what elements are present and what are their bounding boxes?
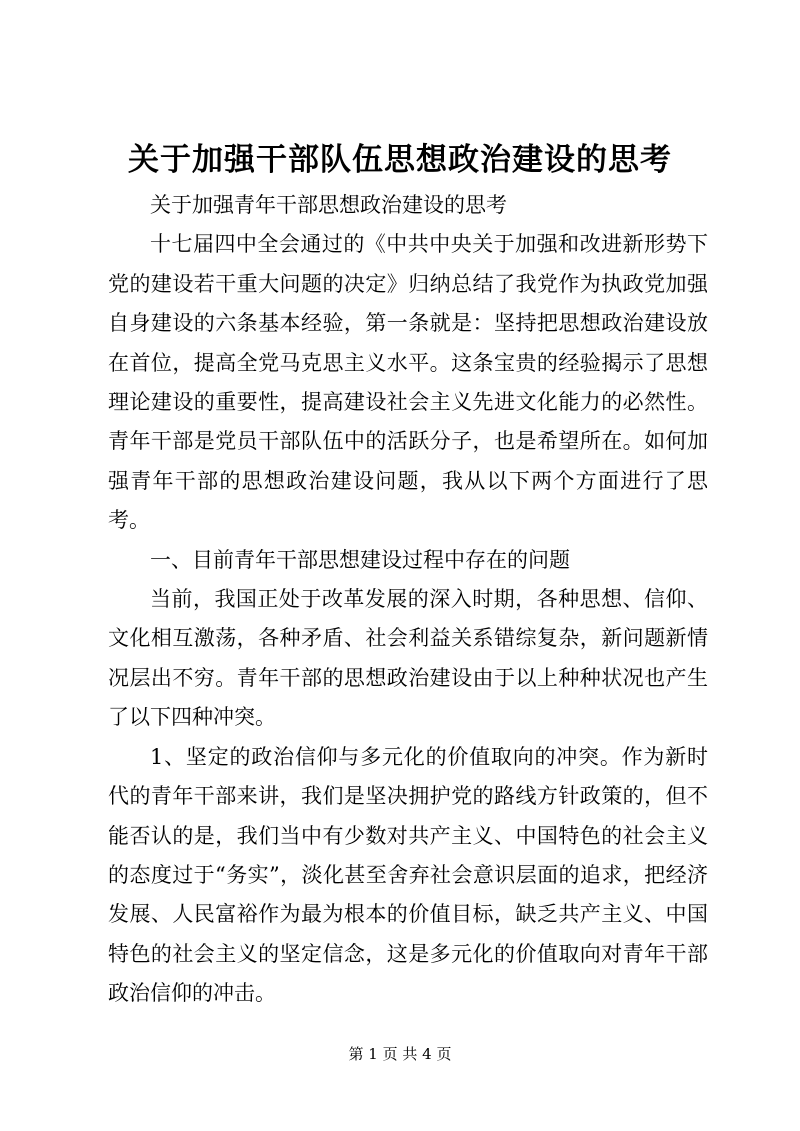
body-paragraph: 当前，我国正处于改革发展的深入时期，各种思想、信仰、文化相互激荡，各种矛盾、社会利益关系错综复杂，新问题新情况层出不穷。青年干部的思想政治建设由于以上种种状况也产生了以下四种冲突。 [108,587,708,730]
body-paragraph: 1、坚定的政治信仰与多元化的价值取向的冲突。作为新时代的青年干部来讲，我们是坚决拥护党的路线方针政策的，但不能否认的是，我们当中有少数对共产主义、中国特色的社会主义的态度过于“务实”，淡化甚至舍弃社会意识层面的追求，把经济发展、人民富裕作为最为根本的价值目标，缺乏共产主义、中国特色的社会主义的坚定信念，这是多元化的价值取向对青年干部政治信仰的冲击。 [108,744,708,1006]
section-heading: 一、目前青年干部思想建设过程中存在的问题 [150,547,570,572]
subtitle-paragraph: 关于加强青年干部思想政治建设的思考 [150,193,507,217]
document-title: 关于加强干部队伍思想政治建设的思考 [128,142,672,178]
page-footer: 第 1 页 共 4 页 [348,1045,452,1063]
document-body [108,186,708,1014]
body-paragraph: 十七届四中全会通过的《中共中央关于加强和改进新形势下党的建设若干重大问题的决定》归纳总结了我党作为执政党加强自身建设的六条基本经验，第一条就是：坚持把思想政治建设放在首位，提高全党马克思主义水平。这条宝贵的经验揭示了思想理论建设的重要性，提高建设社会主义先进文化能力的必然性。青年干部是党员干部队伍中的活跃分子，也是希望所在。如何加强青年干部的思想政治建设问题，我从以下两个方面进行了思考。 [108,232,708,533]
